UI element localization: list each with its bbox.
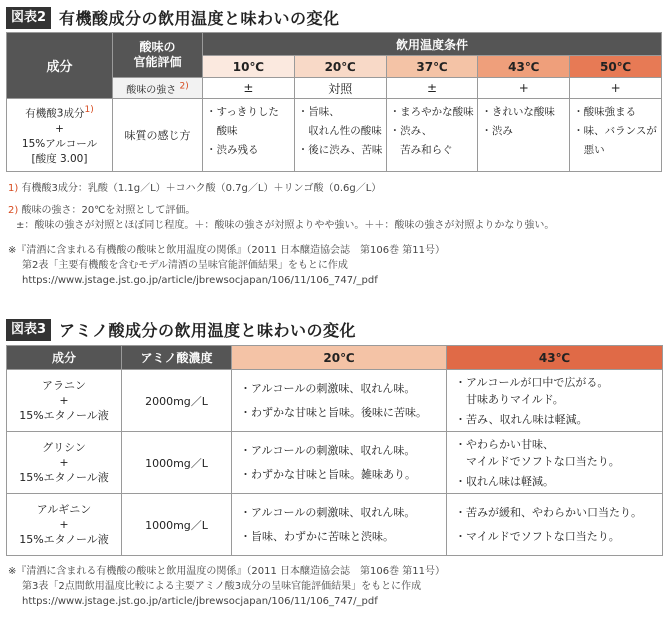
fig2-strength-37: ±: [386, 78, 478, 99]
fig3-desc-20: [232, 432, 447, 494]
desc-line: ・酸味強まる: [573, 106, 637, 118]
fig3-desc-20: [232, 370, 447, 432]
fig2-kanno-line1: 酸味の: [139, 40, 176, 54]
desc-line: 悪い: [573, 144, 605, 156]
fig3-heading: [6, 318, 356, 341]
desc-line: ・収れん味は軽減。: [455, 474, 554, 488]
desc-line: 酸味: [206, 125, 238, 137]
fig3-label: 図表3: [6, 319, 51, 341]
ingredient-name: アラニン: [42, 379, 86, 392]
ingredient-plus: +: [59, 456, 69, 469]
fig2-temp-10: 10℃: [203, 56, 295, 78]
fig3-ingredient: [7, 370, 122, 432]
fig3-ingredient: [7, 494, 122, 556]
fig2-sanmi-text: 酸味の強さ: [126, 84, 177, 96]
fig2-notes: [8, 181, 554, 288]
desc-line: マイルドでソフトな口当たり。: [455, 454, 620, 468]
note-num: 1): [8, 183, 19, 194]
fig2-ingredient: [7, 99, 113, 172]
ingredient-plus: +: [59, 394, 69, 407]
desc-line: ・わずかな甘味と旨味。後味に苦味。: [240, 405, 427, 419]
desc-line: ・アルコールの刺激味、収れん味。: [240, 381, 416, 395]
fig2-header-joken: 飲用温度条件: [203, 33, 662, 56]
fig2-source-url[interactable]: https://www.jstage.jst.go.jp/article/jbrewsocjapan/106/11/106_747/_pdf: [22, 275, 378, 286]
desc-line: ・アルコールが口中で広がる。: [455, 375, 609, 389]
fig2-heading: [6, 6, 340, 29]
fig2-strength-50: +: [570, 78, 662, 99]
desc-line: 収れん性の酸味: [297, 125, 382, 137]
fig2-note2b: ±：酸味の強さが対照とほぼ同じ程度。＋：酸味の強さが対照よりやや強い。＋＋：酸味の強さが対照よりかなり強い。: [16, 220, 555, 231]
note-num: 2): [8, 205, 19, 216]
fig3-source2: 第3表「2点間飲用温度比較による主要アミノ酸3成分の呈味官能評価結果」をもとに作成: [22, 581, 422, 592]
fig2-note2: [8, 203, 554, 218]
table-row: [7, 494, 663, 556]
fig3-desc-43: [447, 370, 663, 432]
fig2-header-seibun: 成分: [7, 33, 113, 99]
fig3-header-seibun: 成分: [7, 346, 122, 370]
fig2-desc-37: [386, 99, 478, 172]
note-text: 酸味の強さ：20℃を対照として評価。: [21, 205, 196, 216]
fig2-desc-10: [203, 99, 295, 172]
ingredient-name: アルギニン: [36, 503, 92, 516]
fig2-desc-50: [570, 99, 662, 172]
desc-line: ・わずかな甘味と旨味。雑味あり。: [240, 467, 416, 481]
fig2-feel-label: 味質の感じ方: [113, 99, 203, 172]
fig3-header-20: 20℃: [232, 346, 447, 370]
table-row: [7, 432, 663, 494]
fig3-desc-20: [232, 494, 447, 556]
fig3-header-conc: アミノ酸濃度: [122, 346, 232, 370]
fig2-title: 有機酸成分の飲用温度と味わいの変化: [59, 9, 340, 28]
fig3-source1: ※『清酒に含まれる有機酸の酸味と飲用温度の関係』（2011 日本醸造協会誌 第106巻 第11号）: [8, 566, 445, 577]
fig2-source2: 第2表「主要有機酸を含むモデル清酒の呈味官能評価結果」をもとに作成: [22, 260, 348, 271]
fig3-table: [6, 345, 663, 556]
fig2-temp-20: 20℃: [294, 56, 386, 78]
fig2-ingredient-line1: 有機酸3成分: [25, 107, 85, 120]
desc-line: ・渋み: [481, 125, 513, 137]
fig2-label: 図表2: [6, 7, 51, 29]
fig2-kanno-line2: 官能評価: [133, 55, 182, 69]
fig2-header-kanno: [113, 33, 203, 78]
ingredient-alcohol: 15%エタノール液: [19, 533, 109, 546]
desc-line: ・渋み、: [389, 125, 433, 137]
desc-line: ・マイルドでソフトな口当たり。: [455, 529, 620, 543]
fig2-note1: [8, 181, 554, 196]
fig2-source1: ※『清酒に含まれる有機酸の酸味と飲用温度の関係』（2011 日本醸造協会誌 第106巻 第11号）: [8, 245, 445, 256]
ingredient-name: グリシン: [42, 441, 86, 454]
fig2-ingredient-note: 1): [84, 105, 94, 116]
fig2-strength-43: +: [478, 78, 570, 99]
fig3-desc-43: [447, 432, 663, 494]
fig3-title: アミノ酸成分の飲用温度と味わいの変化: [59, 321, 357, 340]
note-text: 有機酸3成分：乳酸（1.1g／L）＋コハク酸（0.7g／L）＋リンゴ酸（0.6g／L）: [21, 183, 382, 194]
desc-line: ・後に渋み、苦味: [297, 144, 383, 156]
fig3-conc: 1000mg／L: [122, 432, 232, 494]
desc-line: ・旨味、: [297, 106, 340, 118]
desc-line: ・きれいな酸味: [481, 106, 555, 118]
desc-line: ・苦みが緩和、やわらかい口当たり。: [455, 505, 642, 519]
fig2-table: [6, 32, 662, 172]
fig3-ingredient: [7, 432, 122, 494]
fig3-header-43: 43℃: [447, 346, 663, 370]
table-row: [7, 370, 663, 432]
desc-line: ・アルコールの刺激味、収れん味。: [240, 443, 416, 457]
fig3-conc: 1000mg／L: [122, 494, 232, 556]
fig2-temp-43: 43℃: [478, 56, 570, 78]
fig3-source-url[interactable]: https://www.jstage.jst.go.jp/article/jbrewsocjapan/106/11/106_747/_pdf: [22, 596, 378, 607]
fig2-desc-43: [478, 99, 570, 172]
desc-line: ・やわらかい甘味、: [455, 437, 554, 451]
desc-line: ・すっきりした: [206, 106, 279, 118]
ingredient-plus: +: [59, 518, 69, 531]
fig3-notes: [8, 564, 445, 609]
desc-line: ・苦み、収れん味は軽減。: [455, 412, 588, 426]
ingredient-alcohol: 15%エタノール液: [19, 471, 109, 484]
desc-line: 甘味ありマイルド。: [455, 392, 564, 406]
fig2-strength-10: ±: [203, 78, 295, 99]
desc-line: ・渋み残る: [206, 144, 259, 156]
fig2-ingredient-line4: [酸度 3.00]: [31, 152, 88, 165]
fig2-temp-50: 50℃: [570, 56, 662, 78]
fig2-strength-20: 対照: [294, 78, 386, 99]
fig2-sanmi-note: 2): [179, 81, 189, 92]
fig2-desc-20: [294, 99, 386, 172]
fig2-sanmi-label: [113, 78, 203, 99]
desc-line: ・まろやかな酸味: [389, 106, 474, 118]
fig2-temp-37: 37℃: [386, 56, 478, 78]
fig3-conc: 2000mg／L: [122, 370, 232, 432]
ingredient-alcohol: 15%エタノール液: [19, 409, 109, 422]
desc-line: 苦み和らぐ: [389, 144, 453, 156]
fig3-desc-43: [447, 494, 663, 556]
desc-line: ・味、バランスが: [573, 125, 657, 137]
desc-line: ・アルコールの刺激味、収れん味。: [240, 505, 416, 519]
fig2-ingredient-line3: 15%アルコール: [21, 137, 98, 150]
fig2-ingredient-line2: +: [55, 122, 64, 135]
desc-line: ・旨味、わずかに苦味と渋味。: [240, 529, 394, 543]
